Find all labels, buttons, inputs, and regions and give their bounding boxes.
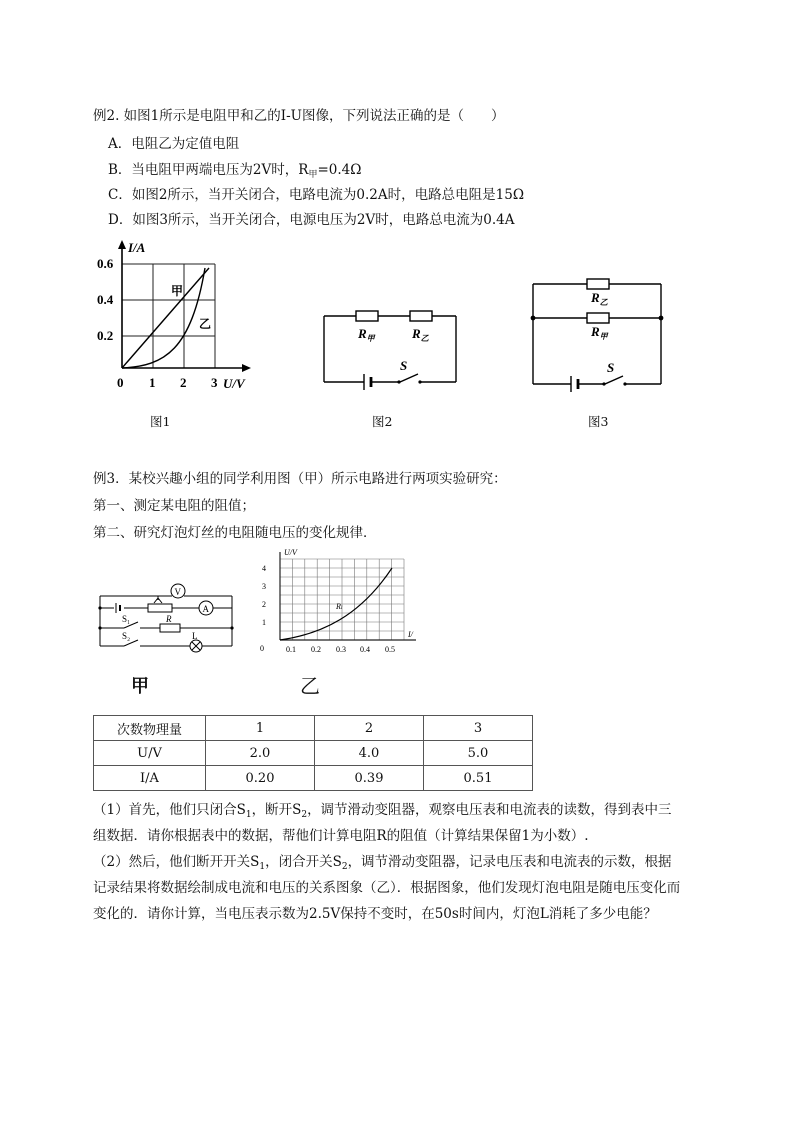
fig3-r1-label: $R_乙$ (591, 290, 608, 307)
table-cell: 4.0 (315, 741, 424, 766)
fig1-xtick: 0 (117, 375, 124, 390)
figure-jia-circuit (96, 578, 238, 660)
figure-1-caption: 图1 (150, 414, 171, 429)
ex2-option-b (108, 161, 361, 184)
fig2-r1-label: $R_甲$ (358, 326, 375, 343)
table-cell: 0.51 (424, 766, 533, 791)
fig-yi-ylabel: U/V (284, 548, 297, 557)
fig1-xlabel: U/V (223, 376, 245, 391)
fig-yi-ytick: 1 (262, 618, 266, 627)
ex3-q2-line2: 记录结果将数据绘制成电流和电压的关系图象（乙）．根据图象，他们发现灯泡电阻是随电压变化而 (93, 880, 681, 896)
fig3-r2-label: $R_甲$ (591, 324, 608, 341)
ex2-option-b-pre: B．当电阻甲两端电压为2V时，R (108, 162, 309, 178)
table-header-row (94, 716, 533, 741)
ex2-option-a: A．电阻乙为定值电阻 (108, 136, 240, 152)
figure-3-parallel-circuit (527, 276, 667, 392)
fig1-ytick: 0.2 (97, 328, 114, 343)
table-row (94, 741, 533, 766)
table-header-cell: 1 (206, 716, 315, 741)
fig1-xtick: 1 (149, 375, 156, 390)
table-header-cell: 2 (315, 716, 424, 741)
lamp-l-label: L (192, 631, 198, 641)
ex3-q2-line1 (93, 853, 672, 876)
fig-yi-ytick: 3 (262, 582, 266, 591)
figure-yi-caption: 乙 (300, 674, 320, 698)
ex2-option-b-sub: 甲 (308, 170, 318, 180)
q2-text: （2）然后，他们断开开关S (93, 854, 260, 870)
fig2-switch-label: S (400, 358, 408, 373)
table-cell: 5.0 (424, 741, 533, 766)
table-cell: 0.20 (206, 766, 315, 791)
fig1-xtick: 3 (211, 375, 218, 390)
switch-s1-label: S₁ (122, 614, 131, 624)
fig-yi-xtick: 0.1 (286, 645, 296, 654)
ammeter-label: A (202, 604, 209, 614)
figure-2-series-circuit (318, 298, 463, 390)
table-cell: I/A (94, 766, 206, 791)
q1-sub: 2 (301, 810, 308, 820)
figure-yi-ui-graph (252, 546, 424, 658)
ex2-option-c: C．如图2所示，当开关闭合，电路电流为0.2A时，电路总电阻是15Ω (108, 187, 525, 203)
figure-3-caption: 图3 (588, 414, 609, 429)
fig-yi-xtick: 0.3 (336, 645, 346, 654)
switch-s2-label: S₂ (122, 631, 131, 641)
fig2-r2-label: $R_乙$ (412, 326, 429, 343)
fig-yi-ytick: 4 (262, 564, 266, 573)
ex2-option-d: D．如图3所示，当开关闭合，电源电压为2V时，电路总电流为0.4A (108, 212, 515, 228)
fig1-ytick: 0.4 (97, 292, 114, 307)
table-cell: 2.0 (206, 741, 315, 766)
fig-yi-xtick: 0.2 (311, 645, 321, 654)
table-cell: 0.39 (315, 766, 424, 791)
figure-2-caption: 图2 (372, 414, 393, 429)
table-cell: U/V (94, 741, 206, 766)
curve-jia (122, 268, 212, 368)
figure-1-iu-graph (95, 238, 260, 398)
ex3-task-2: 第二、研究灯泡灯丝的电阻随电压的变化规律． (93, 525, 377, 541)
q2-sub: 1 (259, 862, 266, 872)
table-header-cell: 3 (424, 716, 533, 741)
fig1-label-yi: 乙 (199, 317, 212, 331)
figure-jia-caption: 甲 (131, 676, 149, 697)
q1-text: ，断开S (251, 802, 302, 818)
q1-sub: 1 (245, 810, 252, 820)
fig1-label-jia: 甲 (171, 284, 184, 298)
data-table (93, 715, 533, 791)
voltmeter-label: V (174, 587, 181, 597)
fig1-xtick: 2 (180, 375, 187, 390)
fig-yi-ytick: 2 (262, 600, 266, 609)
fig-yi-xtick: 0.4 (360, 645, 370, 654)
fig1-ytick: 0.6 (97, 256, 114, 271)
fig3-switch-label: S (607, 360, 615, 375)
fig-yi-xtick: 0 (260, 644, 264, 653)
q1-text: ，调节滑动变阻器，观察电压表和电流表的读数，得到表中三 (307, 802, 672, 818)
q2-text: ，调节滑动变阻器，记录电压表和电流表的示数，根据 (347, 854, 672, 870)
fig-yi-curve-label: Rₗ (336, 602, 343, 611)
table-header-cell: 次数物理量 (94, 716, 206, 741)
resistor-r-label: R (166, 614, 172, 624)
ex3-intro: 例3．某校兴趣小组的同学利用图（甲）所示电路进行两项实验研究： (93, 471, 507, 487)
fig-yi-xlabel: I/ (408, 630, 413, 639)
fig-yi-xtick: 0.5 (385, 645, 395, 654)
ex3-q1-line2: 组数据．请你根据表中的数据，帮他们计算电阻R的阻值（计算结果保留1为小数）. (93, 828, 589, 844)
q1-text: （1）首先，他们只闭合S (93, 802, 246, 818)
ex3-q1-line1 (93, 801, 672, 824)
fig1-ylabel: I/A (128, 240, 146, 255)
q2-text: ，闭合开关S (265, 854, 342, 870)
ex2-question: 例2. 如图1所示是电阻甲和乙的I-U图像，下列说法正确的是（ ） (93, 108, 505, 124)
ex3-task-1: 第一、测定某电阻的阻值； (93, 498, 255, 514)
ex2-option-b-post: =0.4Ω (317, 162, 362, 178)
ex3-q2-line3: 变化的．请你计算，当电压表示数为2.5V保持不变时，在50s时间内，灯泡L消耗了多少电能？ (93, 906, 657, 922)
q2-sub: 2 (341, 862, 348, 872)
table-row (94, 766, 533, 791)
